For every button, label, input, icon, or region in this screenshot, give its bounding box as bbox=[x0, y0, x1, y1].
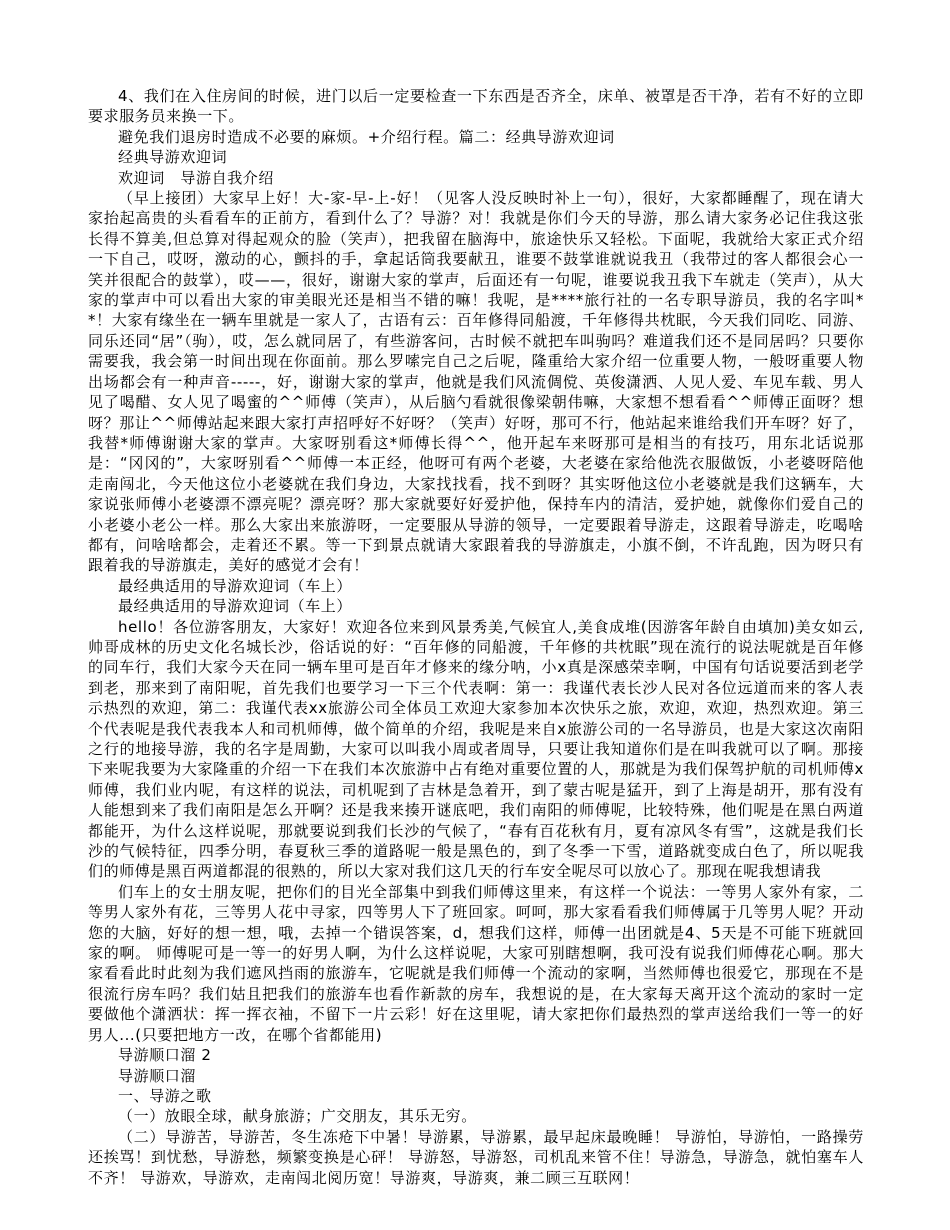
paragraph-driver-intro: 们车上的女士朋友呢，把你们的目光全部集中到我们师傅这里来，有这样一个说法：一等男人家外有家，二等男人家外有花，三等男人花中寻家，四等男人下了班回家。呵呵，那大家看看我们师傅属于几等男人呢？开动您的大脑，好好的想一想，哦，去掉一个错误答案，d，想我们这样，师傅一出团就是4、5天是不可能下班就回家的啊。 师傅呢可是一等一的好男人啊，为什么这样说呢，大家可别瞎想啊，我可没有说我们师傅花心啊。那大家看看此时此刻为我们遮风挡雨的旅游车，它呢就是我们师傅一个流动的家啊，当然师傅也很爱它，那现在不是很流行房车吗？我们姑且把我们的旅游车也看作新款的房车，我想说的是，在大家每天离开这个流动的家时一定要做他个潇洒状：挥一挥衣袖，不留下一片云彩！好在这里呢，请大家把你们最热烈的掌声送给我们一等一的好男人...(只要把地方一改，在哪个省都能用) bbox=[88, 882, 864, 1044]
paragraph-song-part-2: （二）导游苦，导游苦，冬生冻疮下中暑！导游累，导游累，最早起床最晚睡！ 导游怕，导游怕，一路操劳还挨骂！到忧愁，导游愁，频繁变换是心砰！ 导游怒，导游怒，司机乱来管不住！导游急，导游急，就怕塞车人不齐！ 导游欢，导游欢，走南闯北阅历宽！导游爽，导游爽，兼二顾三互联网！ bbox=[88, 1127, 864, 1187]
paragraph-hello-welcome: hello！各位游客朋友，大家好！欢迎各位来到风景秀美,气候宜人,美食成堆(因游客年龄自由填加)美女如云,帅哥成林的历史文化名城长沙，俗话说的好：“百年修的同船渡，千年修的共枕眠”现在流行的说法呢就是百年修的同车行，我们大家今天在同一辆车里可是百年才修来的缘分呐，小x真是深感荣幸啊，中国有句话说要活到老学到老，那来到了南阳呢，首先我们也要学习一下三个代表啊：第一：我谨代表长沙人民对各位远道而来的客人表示热烈的欢迎，第二：我谨代表xx旅游公司全体员工欢迎大家参加本次快乐之旅，欢迎，欢迎，热烈欢迎。第三个代表呢是我代表我本人和司机师傅，做个简单的介绍，我呢是来自x旅游公司的一名导游员，也是大家这次南阳之行的地接导游，我的名字是周勤，大家可以叫我小周或者周导，只要让我知道你们是在叫我就可以了啊。那接下来呢我要为大家隆重的介绍一下在我们本次旅游中占有绝对重要位置的人，那就是为我们保驾护航的司机师傅x师傅，我们业内呢，有这样的说法，司机呢到了吉林是急着开，到了蒙古呢是猛开，到了上海是胡开，那有没有人能想到来了我们南阳是怎么开啊？还是我来揍开谜底吧，我们南阳的师傅呢，比较特殊，他们呢是在黑白两道都能开，为什么这样说呢，那就要说到我们长沙的气候了，“春有百花秋有月，夏有凉风冬有雪”，这就是我们长沙的气候特征，四季分明，春夏秋三季的道路呢一般是黑色的，到了冬季一下雪，道路就变成白色了，所以呢我们的师傅是黑百两道都混的很熟的，所以大家对我们这几天的行车安全呢尽可以放心了。那现在呢我想请我 bbox=[88, 617, 864, 881]
section-title-rhyme-2: 导游顺口溜 2 bbox=[118, 1046, 212, 1065]
section-title-rhyme: 导游顺口溜 bbox=[118, 1066, 197, 1085]
section-title-bus-welcome-repeat: 最经典适用的导游欢迎词（车上） bbox=[118, 597, 353, 616]
paragraph-itinerary-note: 避免我们退房时造成不必要的麻烦。+介绍行程。篇二：经典导游欢迎词 bbox=[118, 127, 615, 146]
section-title-classic-welcome: 经典导游欢迎词 bbox=[118, 148, 228, 167]
paragraph-checkin-tip: 4、我们在入住房间的时候，进门以后一定要检查一下东西是否齐全，床单、被罩是否干净，若有不好的立即要求服务员来换一下。 bbox=[88, 87, 864, 126]
paragraph-morning-welcome: （早上接团）大家早上好！大-家-早-上-好！（见客人没反映时补上一句），很好，大家都睡醒了，现在请大家抬起高贵的头看看车的正前方，看到什么了？导游？对！我就是你们今天的导游，那么请大家务必记住我这张长得不算美,但总算对得起观众的脸（笑声），把我留在脑海中，旅途快乐又轻松。下面呢，我就给大家正式介绍一下自己，哎呀，激动的心，颤抖的手，拿起话筒我要献丑，谁要不鼓掌谁就说我丑（我带过的客人都很会心一笑并很配合的鼓掌），哎——，很好，谢谢大家的掌声，后面还有一句呢，谁要说我丑我下车就走（笑声），从大家的掌声中可以看出大家的审美眼光还是相当不错的嘛！我呢，是****旅行社的一名专职导游员，我的名字叫**！大家有缘坐在一辆车里就是一家人了，古语有云：百年修得同船渡，千年修得共枕眠，今天我们同吃、同游、同乐还同“居”（驹），哎，怎么就同居了，有些游客问，古时候不就把车叫驹吗？难道我们还不是同居吗？只要你需要我，我会第一时间出现在你面前。那么罗嗦完自己之后呢，隆重给大家介绍一位重要人物，一般呀重要人物出场都会有一种声音-----，好，谢谢大家的掌声，他就是我们风流倜傥、英俊潇洒、人见人爱、车见车载、男人见了喝醋、女人见了喝蜜的^^师傅（笑声），从后脑勺看就很像梁朝伟嘛，大家想不想看看^^师傅正面呀？想呀？那让^^师傅站起来跟大家打声招呼好不好呀？（笑声）好呀，那可不行，他站起来谁给我们开车呀？好了，我替*师傅谢谢大家的掌声。大家呀别看这*师傅长得^^，他开起车来呀那可是相当的有技巧，用东北话说那是：“冈冈的”，大家呀别看^^师傅一本正经，他呀可有两个老婆，大老婆在家给他洗衣服做饭，小老婆呀陪他走南闯北，今天他这位小老婆就在我们身边，大家找找看，找不到呀？其实呀他这位小老婆就是我们这辆车，大家说张师傅小老婆漂不漂亮呢？漂亮呀？那大家就要好好爱护他，保持车内的清洁，爱护她，就像你们爱自己的小老婆小老公一样。那么大家出来旅游呀，一定要服从导游的领导，一定要跟着导游走，这跟着导游走，吃喝啥都有，问啥啥都会，走着还不累。等一下到景点就请大家跟着我的导游旗走，小旗不倒，不许乱跑，因为呀只有跟着我的导游旗走，美好的感觉才会有！ bbox=[88, 189, 864, 575]
paragraph-song-part-1: （一）放眼全球，献身旅游；广交朋友，其乐无穷。 bbox=[118, 1107, 477, 1126]
section-title-bus-welcome: 最经典适用的导游欢迎词（车上） bbox=[118, 576, 353, 595]
section-subtitle-self-intro: 欢迎词 导游自我介绍 bbox=[118, 168, 275, 187]
document-body bbox=[88, 86, 864, 1188]
section-subtitle-guide-song: 一、导游之歌 bbox=[118, 1086, 212, 1105]
